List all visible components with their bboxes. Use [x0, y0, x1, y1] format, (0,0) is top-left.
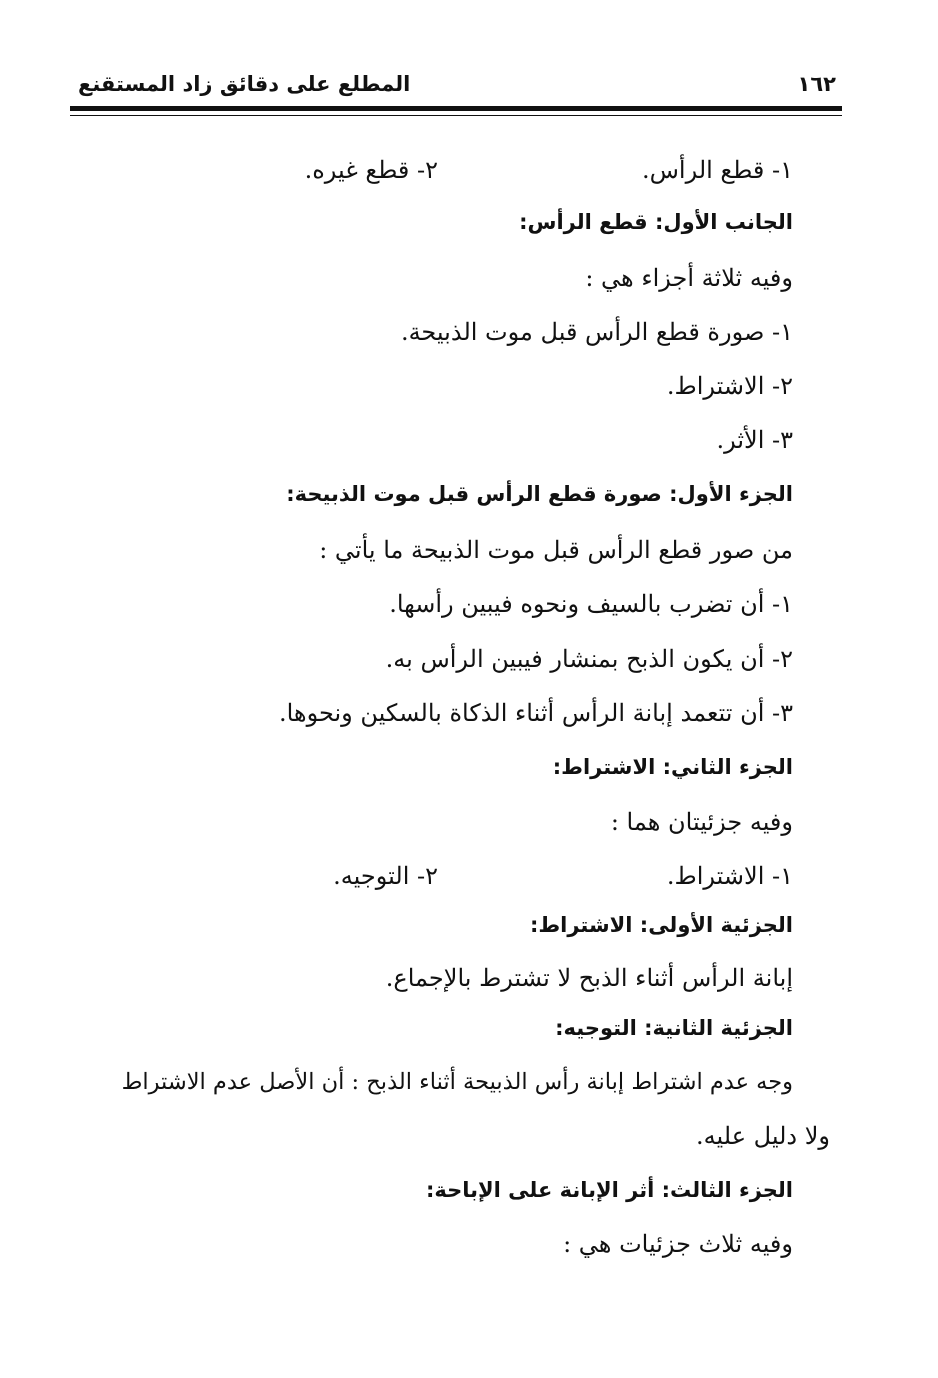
section-heading: الجزئية الثانية: التوجيه: — [555, 1016, 793, 1040]
paragraph: وفيه ثلاث جزئيات هي : — [563, 1230, 793, 1258]
list-item: ٢- أن يكون الذبح بمنشار فيبين الرأس به. — [385, 645, 793, 673]
list-item: ١- أن تضرب بالسيف ونحوه فيبين رأسها. — [389, 590, 793, 618]
section-heading: الجزء الأول: صورة قطع الرأس قبل موت الذبيحة: — [286, 482, 793, 506]
paragraph: وفيه ثلاثة أجزاء هي : — [585, 264, 793, 292]
list-item: ٣- أن تتعمد إبانة الرأس أثناء الذكاة بالسكين ونحوها. — [278, 699, 793, 727]
paragraph: من صور قطع الرأس قبل موت الذبيحة ما يأتي : — [319, 536, 793, 564]
header-rule-thick — [70, 106, 842, 111]
header-rule-thin — [70, 115, 842, 116]
paragraph: وفيه جزئيتان هما : — [610, 808, 793, 836]
list-item: ٢- التوجيه. — [333, 862, 438, 890]
intro-item: ١- قطع الرأس. — [641, 156, 793, 184]
page-number: ١٦٢ — [797, 72, 836, 96]
section-heading: الجزء الثالث: أثر الإبانة على الإباحة: — [425, 1178, 793, 1202]
list-item: ٢- الاشتراط. — [666, 372, 793, 400]
section-heading: الجانب الأول: قطع الرأس: — [519, 210, 793, 234]
paragraph: إبانة الرأس أثناء الذبح لا تشترط بالإجماع. — [385, 964, 793, 992]
list-item: ٣- الأثر. — [716, 426, 793, 454]
intro-item: ٢- قطع غيره. — [304, 156, 438, 184]
paragraph-continuation: ولا دليل عليه. — [696, 1122, 830, 1150]
paragraph: وجه عدم اشتراط إبانة رأس الذبيحة أثناء الذبح : أن الأصل عدم الاشتراط — [121, 1069, 793, 1095]
list-item: ١- الاشتراط. — [666, 862, 793, 890]
section-heading: الجزئية الأولى: الاشتراط: — [529, 913, 793, 937]
running-title: المطلع على دقائق زاد المستقنع — [78, 72, 411, 96]
list-item: ١- صورة قطع الرأس قبل موت الذبيحة. — [400, 318, 793, 346]
section-heading: الجزء الثاني: الاشتراط: — [552, 755, 793, 779]
